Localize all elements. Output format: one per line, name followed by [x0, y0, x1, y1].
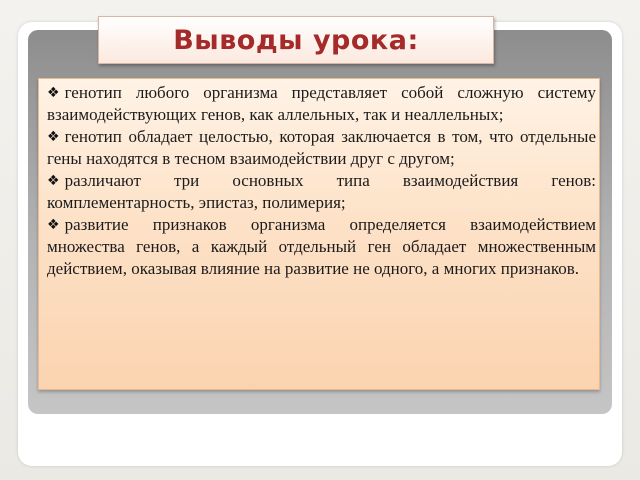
- diamond-bullet-icon: ❖: [47, 85, 60, 101]
- slide-title-box: [98, 16, 494, 64]
- diamond-bullet-icon: ❖: [47, 173, 60, 189]
- bullet-text: генотип обладает целостью, которая заключается в том, что отдельные гены находятся в тесном взаимодействии друг с другом;: [47, 127, 596, 168]
- conclusion-bullet-4: [47, 214, 596, 280]
- conclusion-bullet-2: [47, 126, 596, 170]
- conclusions-content-box: [38, 78, 600, 390]
- slide-title: Выводы урока:: [173, 24, 419, 56]
- bullet-text: развитие признаков организма определяется взаимодействием множества генов, а каждый отдельный ген обладает множественным действием, оказывая влияние на развитие не одного, а многих признаков.: [47, 215, 596, 278]
- conclusion-bullet-3: [47, 170, 596, 214]
- diamond-bullet-icon: ❖: [47, 217, 60, 233]
- diamond-bullet-icon: ❖: [47, 129, 60, 145]
- bullet-text: генотип любого организма представляет собой сложную систему взаимодействующих генов, как аллельных, так и неаллельных;: [47, 83, 596, 124]
- bullet-text: различают три основных типа взаимодействия генов: комплементарность, эпистаз, полимерия;: [47, 171, 596, 212]
- conclusion-bullet-1: [47, 82, 596, 126]
